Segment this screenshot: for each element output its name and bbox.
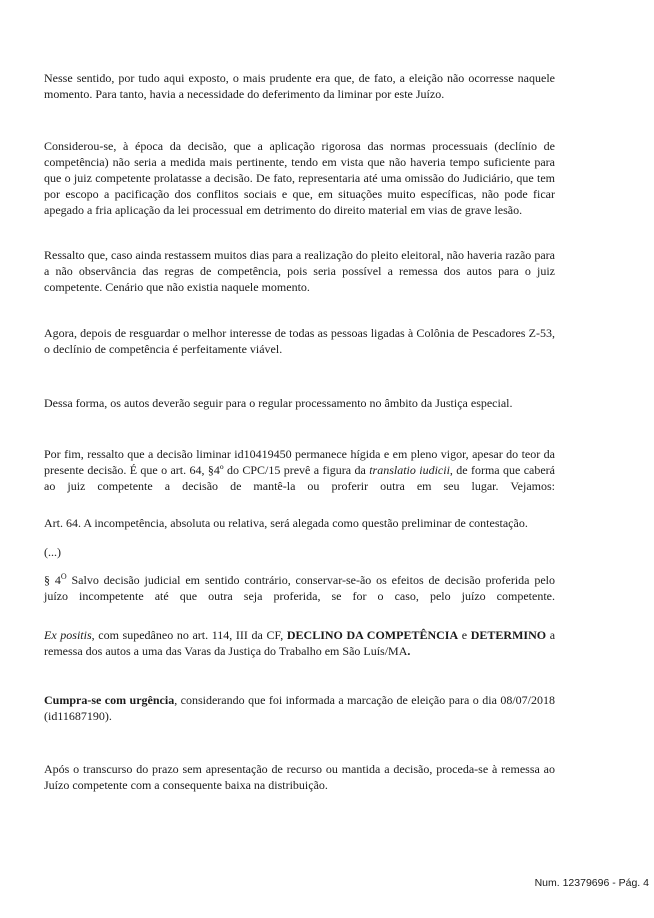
paragraph-considerou: [44, 138, 555, 218]
paragraph-text: Dessa forma, os autos deverão seguir para o regular processamento no âmbito da Justiça especial.: [44, 396, 513, 410]
quote-ellipsis: [44, 544, 555, 560]
urgency-label: Cumpra-se com urgência: [44, 693, 175, 707]
final-period: .: [407, 644, 411, 658]
paragraph-text: a remessa dos autos a uma das Varas da Justiça do Trabalho em São Luís/MA: [44, 628, 556, 658]
paragraph-dessa-forma: [44, 395, 555, 411]
paragraph-text: Após o transcurso do prazo sem apresentação de recurso ou mantida a decisão, proceda-se à remessa ao Juízo competente com a consequente baixa na distribuição.: [44, 762, 555, 792]
ellipsis-text: (...): [44, 545, 61, 559]
decision-declino: DECLINO DA COMPETÊNCIA: [286, 628, 459, 642]
paragraph-cumpra-se: [44, 692, 555, 724]
paragraph-text: e: [458, 628, 471, 642]
decision-determino: DETERMINO: [470, 628, 547, 642]
paragraph-text: , com supedâneo no art. 114, III da CF,: [91, 628, 287, 642]
paragraph-text: Ressalto que, caso ainda restassem muitos dias para a realização do pleito eleitoral, não haveria razão para a não observância das regras de competência, pois seria possível a remessa dos autos para o juiz competente. Cenário que não existia naquele momento.: [44, 248, 555, 294]
quote-art-64: [44, 515, 555, 531]
ordinal-superscript: O: [60, 572, 67, 581]
section-symbol: § 4: [44, 573, 61, 587]
paragraph-text: Agora, depois de resguardar o melhor interesse de todas as pessoas ligadas à Colônia de Pescadores Z-53, o declínio de competência é perfeitamente viável.: [44, 326, 555, 356]
paragraph-text: , de forma que caberá ao juiz competente a decisão de mantê-la ou proferir outra em seu lugar. Vejamos:: [44, 463, 556, 493]
paragraph-text: Considerou-se, à época da decisão, que a aplicação rigorosa das normas processuais (declínio de competência) não seria a medida mais pertinente, tendo em vista que não haveria tempo suficiente para que o juiz competente prolatasse a decisão. De fato, representaria até uma omissão do Judiciário, que tem por escopo a pacificação dos conflitos sociais e que, em situações muito específicas, não pode ficar apegado a fria aplicação da lei processual em detrimento do direito material em vias de grave lesão.: [44, 139, 555, 217]
paragraph-ex-positis: [44, 627, 555, 659]
paragraph-text: Por fim, ressalto que a decisão liminar id10419450 permanece hígida e em pleno vigor, apesar do teor da presente decisão. É que o art. 64, §4º do CPC/15 prevê a figura da: [44, 447, 555, 477]
quote-paragraph-4: [44, 572, 555, 604]
quote-text: Salvo decisão judicial em sentido contrário, conservar-se-ão os efeitos de decisão proferida pelo juízo incompetente até que outra seja proferida, se for o caso, pelo juízo competente.: [44, 573, 555, 603]
paragraph-apos: [44, 761, 555, 793]
paragraph-agora: [44, 325, 555, 357]
paragraph-prudente: [44, 70, 555, 102]
latin-term: translatio iudicii: [369, 463, 450, 477]
paragraph-ressalto: [44, 247, 555, 295]
paragraph-text: , considerando que foi informada a marcação de eleição para o dia 08/07/2018 (id11687190).: [44, 693, 556, 723]
page-footer: Num. 12379696 - Pág. 4: [534, 877, 649, 889]
quote-text: Art. 64. A incompetência, absoluta ou relativa, será alegada como questão preliminar de contestação.: [44, 516, 528, 530]
latin-term: Ex positis: [44, 628, 92, 642]
paragraph-text: Nesse sentido, por tudo aqui exposto, o mais prudente era que, de fato, a eleição não ocorresse naquele momento. Para tanto, havia a necessidade do deferimento da liminar por este Juízo.: [44, 71, 555, 101]
paragraph-por-fim: [44, 446, 555, 494]
